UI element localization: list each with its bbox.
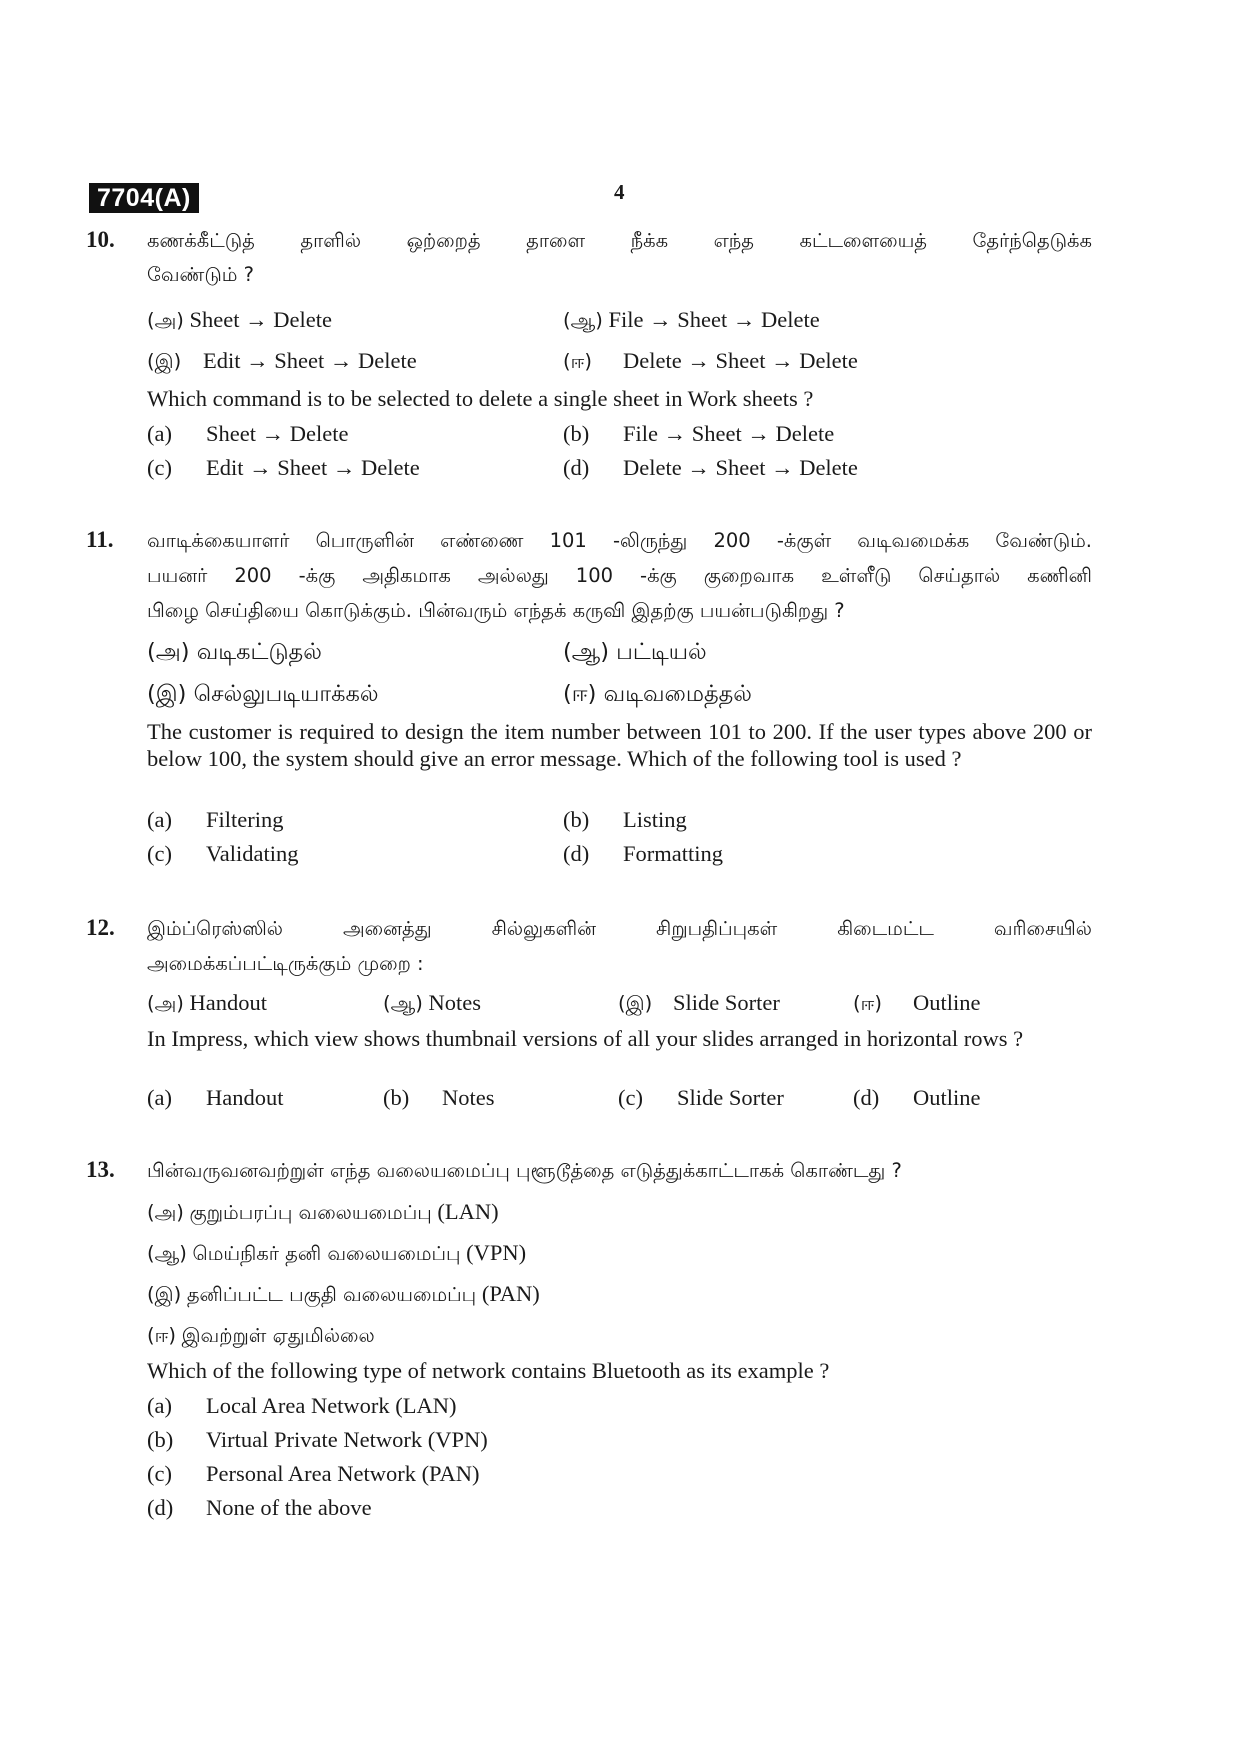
option-label: (c) (618, 1085, 643, 1110)
option-c (618, 1084, 784, 1112)
option-label: (b) (563, 807, 590, 832)
option-text: Sheet → Delete (189, 307, 332, 332)
question-text-tamil: பின்வருவனவற்றுள் எந்த வலையமைப்பு புளூடூத்தை எடுத்துக்காட்டாகக் கொண்டது ? (147, 1159, 902, 1182)
option-text: பட்டியல் (616, 639, 707, 665)
option-label: (ஈ) (563, 350, 592, 373)
option-label: (b) (147, 1427, 174, 1452)
option-tamil-b (563, 638, 707, 666)
option-b (563, 420, 834, 448)
option-tamil-b (383, 989, 481, 1018)
option-text: File → Sheet → Delete (623, 421, 835, 446)
option-a (147, 420, 348, 448)
option-c (147, 1460, 480, 1488)
question-text-tamil: பிழை செய்தியை கொடுக்கும். பின்வரும் எந்தக் கருவி இதற்கு பயன்படுகிறது ? (147, 599, 845, 622)
option-text: File → Sheet → Delete (608, 307, 820, 332)
option-label: (ஈ) (147, 1324, 176, 1347)
option-tamil-c (618, 989, 780, 1018)
option-label: (d) (147, 1495, 174, 1520)
question-text-tamil: வாடிக்கையாளர் பொருளின் எண்ணை 101 -லிருந்து 200 -க்குள் வடிவமைக்க வேண்டும். (147, 529, 1092, 552)
option-label: (ஆ) (383, 992, 423, 1015)
option-label: (c) (147, 841, 172, 866)
option-text: Delete → Sheet → Delete (623, 455, 858, 480)
option-label: (ஆ) (563, 309, 603, 332)
option-text: Virtual Private Network (VPN) (206, 1427, 488, 1452)
option-label: (ஆ) (563, 639, 610, 665)
option-label: (c) (147, 455, 172, 480)
option-text: Outline (913, 990, 981, 1015)
question-number: 11. (86, 527, 114, 552)
option-text: Personal Area Network (PAN) (206, 1461, 480, 1486)
option-label: (இ) (147, 350, 182, 373)
option-a (147, 806, 284, 834)
option-text: Edit → Sheet → Delete (203, 348, 417, 373)
question-text-tamil: பயனர் 200 -க்கு அதிகமாக அல்லது 100 -க்கு குறைவாக உள்ளீடு செய்தால் கணினி (147, 564, 1092, 587)
question-text-tamil: கணக்கீட்டுத் தாளில் ஒற்றைத் தாளை நீக்க எந்த கட்டளையைத் தேர்ந்தெடுக்க (147, 229, 1092, 252)
option-abbrev: (LAN) (437, 1199, 499, 1224)
option-text: Outline (913, 1085, 981, 1110)
option-tamil-b (147, 1239, 526, 1268)
option-a (147, 1084, 284, 1112)
question-text-tamil: இம்ப்ரெஸ்ஸில் அனைத்து சில்லுகளின் சிறுபதிப்புகள் கிடைமட்ட வரிசையில் (147, 917, 1092, 940)
option-text: குறும்பரப்பு வலையமைப்பு (189, 1201, 432, 1224)
option-b (383, 1084, 495, 1112)
option-label: (இ) (618, 992, 653, 1015)
option-c (147, 454, 420, 482)
option-d (563, 840, 723, 868)
question-number: 12. (86, 915, 115, 940)
option-tamil-c (147, 347, 417, 376)
option-text: Notes (428, 990, 482, 1015)
option-text: Delete → Sheet → Delete (623, 348, 858, 373)
option-text: வடிகட்டுதல் (196, 639, 322, 665)
option-tamil-a (147, 989, 267, 1018)
option-d (563, 454, 858, 482)
question-text-tamil: அமைக்கப்பட்டிருக்கும் முறை : (147, 952, 424, 975)
option-label: (இ) (147, 681, 187, 707)
option-text: தனிப்பட்ட பகுதி வலையமைப்பு (186, 1283, 477, 1306)
option-tamil-a (147, 306, 332, 335)
question-number: 13. (86, 1157, 115, 1182)
option-text: Formatting (623, 841, 723, 866)
option-label: (a) (147, 807, 172, 832)
option-text: None of the above (206, 1495, 372, 1520)
option-a (147, 1392, 457, 1420)
option-label: (அ) (147, 639, 190, 665)
option-tamil-a (147, 638, 322, 666)
question-text-english: In Impress, which view shows thumbnail versions of all your slides arranged in horizontal rows ? (147, 1026, 1024, 1051)
option-text: Listing (623, 807, 687, 832)
option-text: மெய்நிகர் தனி வலையமைப்பு (192, 1242, 461, 1265)
question-number: 10. (86, 227, 115, 252)
option-b (563, 806, 687, 834)
option-c (147, 840, 298, 868)
question-text-english: Which command is to be selected to delete a single sheet in Work sheets ? (147, 386, 814, 411)
option-tamil-d (147, 1321, 375, 1350)
option-label: (அ) (147, 1201, 184, 1224)
option-text: Local Area Network (LAN) (206, 1393, 457, 1418)
option-b (147, 1426, 488, 1454)
option-label: (இ) (147, 1283, 182, 1306)
option-label: (அ) (147, 992, 184, 1015)
option-text: Filtering (206, 807, 284, 832)
paper-code: 7704(A) (89, 183, 199, 213)
option-text: Handout (206, 1085, 284, 1110)
option-label: (ஆ) (147, 1242, 187, 1265)
option-tamil-c (147, 1280, 540, 1309)
option-abbrev: (PAN) (481, 1281, 540, 1306)
option-d (853, 1084, 981, 1112)
option-label: (d) (563, 455, 590, 480)
question-text-english: Which of the following type of network contains Bluetooth as its example ? (147, 1358, 830, 1383)
option-label: (அ) (147, 309, 184, 332)
option-text: Slide Sorter (673, 990, 780, 1015)
option-label: (d) (563, 841, 590, 866)
page-number: 4 (614, 180, 625, 204)
option-tamil-d (853, 989, 981, 1018)
option-tamil-c (147, 680, 379, 708)
option-tamil-d (563, 680, 752, 708)
option-label: (ஈ) (853, 992, 882, 1015)
option-text: Edit → Sheet → Delete (206, 455, 420, 480)
question-text-tamil: வேண்டும் ? (147, 263, 254, 286)
option-label: (b) (383, 1085, 410, 1110)
option-text: செல்லுபடியாக்கல் (193, 681, 379, 707)
option-tamil-b (563, 306, 820, 335)
option-text: Validating (206, 841, 299, 866)
option-tamil-a (147, 1198, 499, 1227)
option-abbrev: (VPN) (466, 1240, 527, 1265)
option-label: (a) (147, 1393, 172, 1418)
option-text: Notes (442, 1085, 495, 1110)
option-text: வடிவமைத்தல் (603, 681, 752, 707)
option-text: இவற்றுள் ஏதுமில்லை (181, 1324, 375, 1347)
option-label: (a) (147, 1085, 172, 1110)
option-text: Sheet → Delete (206, 421, 349, 446)
option-text: Handout (189, 990, 268, 1015)
option-label: (c) (147, 1461, 172, 1486)
option-label: (d) (853, 1085, 880, 1110)
option-tamil-d (563, 347, 858, 376)
question-text-english: The customer is required to design the item number between 101 to 200. If the user types above 200 or below 100, the system should give an error message. Which of the following tool is used ? (147, 719, 1092, 771)
option-label: (a) (147, 421, 172, 446)
option-label: (b) (563, 421, 590, 446)
option-d (147, 1494, 372, 1522)
option-label: (ஈ) (563, 681, 597, 707)
option-text: Slide Sorter (677, 1085, 784, 1110)
